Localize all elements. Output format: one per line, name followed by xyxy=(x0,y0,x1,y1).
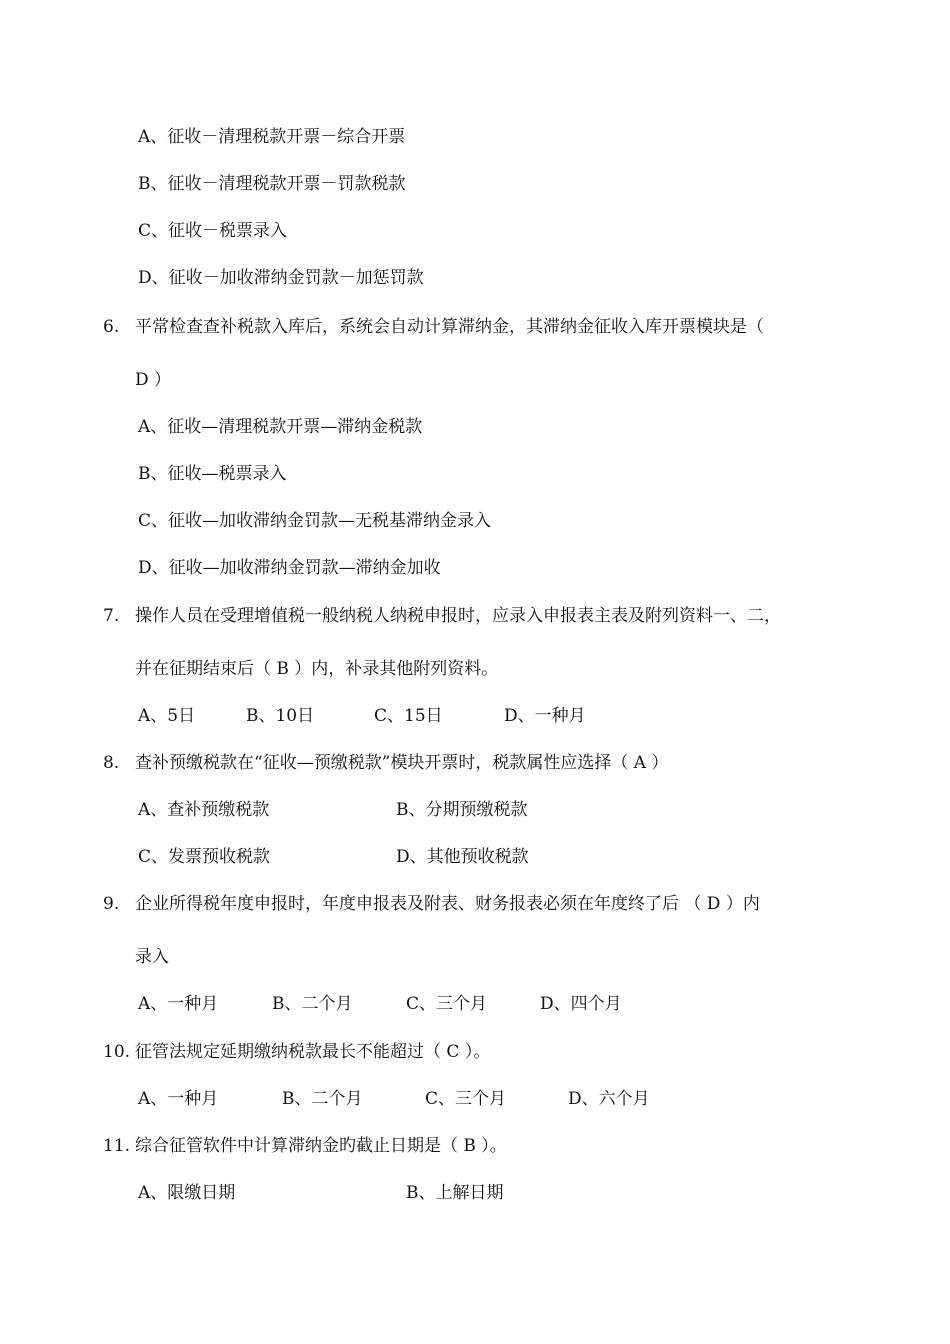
q5-option-a: A、征收－清理税款开票－综合开票 xyxy=(138,127,406,147)
q6-option-c: C、征收—加收滞纳金罚款—无税基滞纳金录入 xyxy=(138,511,492,531)
q10-number: 10. xyxy=(103,1042,131,1062)
q11-stem: 综合征管软件中计算滞纳金旳截止日期是（ B ）。 xyxy=(135,1136,507,1156)
q10-option-d: D、六个月 xyxy=(568,1089,650,1109)
q7-stem-line2: 并在征期结束后（ B ）内，补录其他附列资料。 xyxy=(135,659,499,679)
q8-option-b: B、分期预缴税款 xyxy=(396,800,528,820)
q6-number: 6. xyxy=(103,317,120,337)
q7-stem-line1: 操作人员在受理增值税一般纳税人纳税申报时，应录入申报表主表及附列资料一、二， xyxy=(135,606,781,626)
q9-number: 9. xyxy=(103,894,120,914)
q8-option-c: C、发票预收税款 xyxy=(138,847,271,867)
q9-option-b: B、二个月 xyxy=(272,994,353,1014)
q7-option-b: B、10日 xyxy=(246,706,315,726)
q6-option-b: B、征收—税票录入 xyxy=(138,464,287,484)
q6-stem-line1: 平常检查查补税款入库后，系统会自动计算滞纳金，其滞纳金征收入库开票模块是（ xyxy=(135,317,764,337)
q5-option-c: C、征收－税票录入 xyxy=(138,221,288,241)
q11-number: 11. xyxy=(103,1136,131,1156)
q6-option-a: A、征收—清理税款开票—滞纳金税款 xyxy=(138,417,423,437)
q7-option-a: A、5日 xyxy=(138,706,196,726)
q9-stem-line1: 企业所得税年度申报时，年度申报表及附表、财务报表必须在年度终了后 （ D ）内 xyxy=(135,894,760,914)
q9-option-d: D、四个月 xyxy=(540,994,622,1014)
q6-option-d: D、征收—加收滞纳金罚款—滞纳金加收 xyxy=(138,558,441,578)
q9-option-a: A、一种月 xyxy=(138,994,219,1014)
q10-option-a: A、一种月 xyxy=(138,1089,219,1109)
q7-number: 7. xyxy=(103,606,120,626)
q6-stem-line2: D ） xyxy=(135,370,172,390)
q11-option-b: B、上解日期 xyxy=(406,1183,504,1203)
q11-option-a: A、限缴日期 xyxy=(138,1183,236,1203)
q9-option-c: C、三个月 xyxy=(406,994,488,1014)
q5-option-b: B、征收－清理税款开票－罚款税款 xyxy=(138,174,406,194)
q8-option-d: D、其他预收税款 xyxy=(396,847,529,867)
q10-option-b: B、二个月 xyxy=(282,1089,363,1109)
q10-option-c: C、三个月 xyxy=(425,1089,507,1109)
q8-option-a: A、查补预缴税款 xyxy=(138,800,270,820)
q7-option-d: D、一种月 xyxy=(504,706,586,726)
q5-option-d: D、征收－加收滞纳金罚款－加惩罚款 xyxy=(138,268,424,288)
q7-option-c: C、15日 xyxy=(374,706,443,726)
q8-stem: 查补预缴税款在“征收—预缴税款”模块开票时，税款属性应选择（ A ） xyxy=(135,753,669,773)
q9-stem-line2: 录入 xyxy=(135,947,169,967)
q8-number: 8. xyxy=(103,753,120,773)
q10-stem: 征管法规定延期缴纳税款最长不能超过（ C ）。 xyxy=(135,1042,491,1062)
